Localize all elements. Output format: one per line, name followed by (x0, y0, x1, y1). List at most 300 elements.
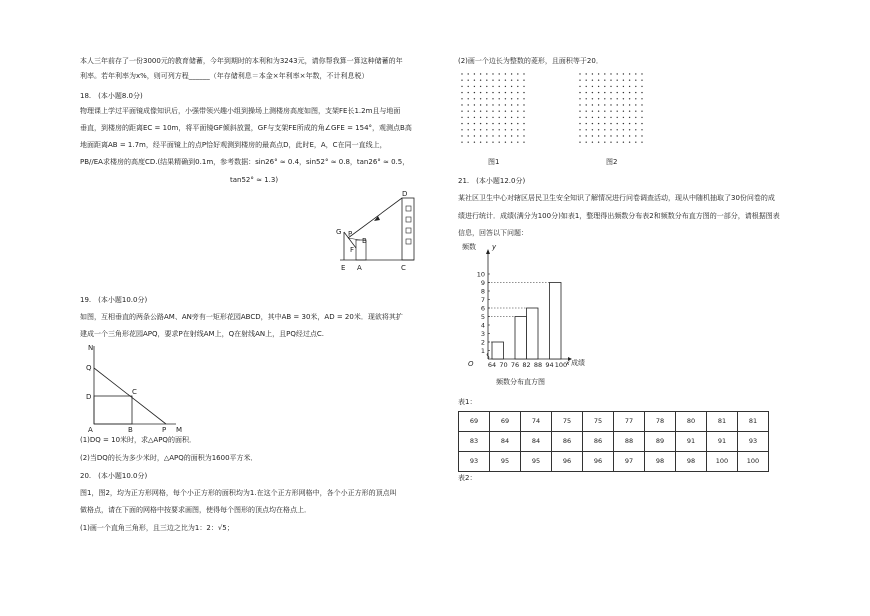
grid-point (617, 123, 618, 124)
window (406, 239, 411, 244)
grid-point (641, 142, 642, 143)
grid-point (641, 80, 642, 81)
histogram-bar (527, 308, 539, 359)
table-row (459, 452, 769, 472)
y-tick-label: 1 (480, 346, 485, 355)
grid-point (517, 80, 518, 81)
grid-point (517, 123, 518, 124)
grid-point (486, 86, 487, 87)
table-cell: 86 (552, 432, 583, 452)
grid-point (579, 142, 580, 143)
q20-sub-1: (1)画一个直角三角形，且三边之比为1：2：√5； (80, 524, 234, 532)
grid-point (592, 98, 593, 99)
sight-line-pd (348, 198, 402, 238)
grid-point (617, 98, 618, 99)
grid-point (517, 129, 518, 130)
grid-point (586, 123, 587, 124)
grid-point (623, 129, 624, 130)
grid-point (598, 86, 599, 87)
grid-point (499, 111, 500, 112)
grid-point (635, 98, 636, 99)
grid-point (492, 73, 493, 74)
grid-point (610, 104, 611, 105)
grid-point (505, 129, 506, 130)
label-m: M (176, 426, 183, 432)
q18-line-3: 地面距离AB = 1.7m，经平面镜上的点P恰好观测到楼房的最高点D，此时E，A，C在同一直线上， (80, 141, 387, 149)
grid-point (635, 111, 636, 112)
grid-point (523, 142, 524, 143)
grid-point (505, 123, 506, 124)
grid-point (461, 86, 462, 87)
grid-point (623, 104, 624, 105)
grid-point (610, 92, 611, 93)
table-cell: 98 (676, 452, 707, 472)
q19-sub-2: (2)当DQ的长为多少米时，△APQ的面积为1600平方米． (80, 454, 258, 462)
grid-point (474, 73, 475, 74)
grid-point (499, 104, 500, 105)
grid-point (586, 129, 587, 130)
grid-point (492, 80, 493, 81)
x-tick-label: 88 (533, 361, 543, 369)
grid-point (586, 92, 587, 93)
grid-point (586, 111, 587, 112)
grid-point (480, 92, 481, 93)
grid-point (635, 142, 636, 143)
grid-point (517, 135, 518, 136)
grid-point (598, 135, 599, 136)
building-cd (402, 198, 414, 260)
table-cell: 75 (583, 412, 614, 432)
table-cell: 93 (459, 452, 490, 472)
label-f: F (350, 246, 355, 254)
grid-point (486, 129, 487, 130)
grid-point (486, 123, 487, 124)
q18-line-1: 物理课上学过平面镜成像知识后，小强带领兴趣小组到操场上测楼房高度如图，支架FE长1.2m且与地面 (80, 107, 401, 115)
grid-point (592, 111, 593, 112)
grid-point (461, 111, 462, 112)
grid-point (610, 117, 611, 118)
grid-point (474, 117, 475, 118)
label-p: P (162, 426, 167, 432)
grid-point (511, 129, 512, 130)
grid-point (474, 123, 475, 124)
grid-point (461, 92, 462, 93)
histogram-bar (492, 342, 504, 359)
grid-point (635, 86, 636, 87)
x-tick-label: 70 (499, 361, 508, 369)
grid-point (617, 135, 618, 136)
grid-point (523, 73, 524, 74)
y-tick-label: 5 (480, 312, 485, 321)
grid-point (598, 73, 599, 74)
grid-point (511, 123, 512, 124)
grid-point (505, 117, 506, 118)
grid-point (499, 123, 500, 124)
grid-point (461, 123, 462, 124)
table-cell: 95 (490, 452, 521, 472)
table-cell: 84 (490, 432, 521, 452)
grid-point (480, 98, 481, 99)
grid-point (623, 117, 624, 118)
q18-line-4: PB//EA求楼房的高度CD.(结果精确到0.1m，参考数据：sin26° ≈ 0.4，sin52° ≈ 0.8，tan26° ≈ 0.5， (80, 158, 410, 166)
grid-point (579, 98, 580, 99)
grid-point (635, 135, 636, 136)
grid-point (499, 129, 500, 130)
grid-point (592, 142, 593, 143)
grid-point (592, 129, 593, 130)
grid-point (592, 123, 593, 124)
grid-point (623, 73, 624, 74)
grid-point (511, 135, 512, 136)
grid-point (586, 86, 587, 87)
table-cell: 91 (676, 432, 707, 452)
x-tick-label: 94 (545, 361, 554, 369)
grid-figure-1 (460, 72, 530, 156)
q18-header: 18. (本小题8.0分) (80, 92, 143, 100)
grid-point (486, 80, 487, 81)
label-d: D (86, 393, 92, 401)
label-b: B (362, 237, 367, 245)
grid-point (523, 123, 524, 124)
grid-point (523, 104, 524, 105)
window (406, 217, 411, 222)
label-d: D (402, 190, 408, 198)
table-cell: 78 (645, 412, 676, 432)
grid-point (586, 135, 587, 136)
grid-point (499, 80, 500, 81)
label-q: Q (86, 364, 92, 372)
grid-point (474, 111, 475, 112)
chart-title: 频数分布直方图 (496, 378, 545, 386)
y-tick-label: 3 (480, 329, 485, 338)
score-table (458, 411, 769, 472)
grid-point (623, 98, 624, 99)
grid-point (517, 111, 518, 112)
grid-point (598, 92, 599, 93)
grid-point (598, 98, 599, 99)
grid-point (604, 111, 605, 112)
grid-point (623, 142, 624, 143)
grid-point (474, 129, 475, 130)
y-tick-label: 10 (476, 270, 485, 279)
label-e: E (341, 264, 346, 272)
grid-point (461, 73, 462, 74)
grid-point (623, 111, 624, 112)
q19-header: 19. (本小题10.0分) (80, 296, 148, 304)
q18-line-2: 垂直，到楼房的距离EC = 10m，将平面镜GF倾斜放置，GF与支架FE所成的角∠GFE = 154°，观测点B高 (80, 124, 412, 132)
grid-point (511, 92, 512, 93)
grid-point (635, 80, 636, 81)
grid-point (474, 86, 475, 87)
q20-header: 20. (本小题10.0分) (80, 472, 148, 480)
table-cell: 93 (738, 432, 769, 452)
grid-point (604, 104, 605, 105)
grid-point (499, 142, 500, 143)
q19-sub-1: (1)DQ = 10米时，求△APQ的面积． (80, 436, 196, 444)
grid-point (461, 104, 462, 105)
grid-point (623, 86, 624, 87)
table-cell: 88 (614, 432, 645, 452)
grid-point (592, 92, 593, 93)
grid-point (468, 73, 469, 74)
grid-point (523, 86, 524, 87)
grid-point (579, 86, 580, 87)
grid-point (523, 80, 524, 81)
grid-point (517, 73, 518, 74)
grid-point (623, 92, 624, 93)
grid-point (461, 98, 462, 99)
grid-caption-2: 图2 (606, 158, 618, 166)
origin-label: O (468, 360, 474, 368)
grid-point (617, 86, 618, 87)
grid-point (468, 80, 469, 81)
intro-line-1: 本人三年前存了一份3000元的教育储蓄，今年到期时的本利和为3243元，请你帮我算一算这种储蓄的年 (80, 57, 403, 65)
grid-point (598, 111, 599, 112)
grid-point (586, 142, 587, 143)
grid-point (486, 111, 487, 112)
rectangle-abcd (94, 396, 132, 424)
grid-point (641, 98, 642, 99)
grid-point (505, 73, 506, 74)
table-cell: 97 (614, 452, 645, 472)
grid-point (499, 98, 500, 99)
grid-point (604, 129, 605, 130)
y-tick-label: 7 (480, 295, 485, 304)
table-row (459, 432, 769, 452)
grid-point (604, 135, 605, 136)
q18-figure (328, 188, 418, 278)
grid-point (505, 92, 506, 93)
grid-point (474, 80, 475, 81)
grid-point (579, 135, 580, 136)
table-cell: 86 (583, 432, 614, 452)
q19-line-2: 建成一个三角形花园APQ，要求P在射线AM上，Q在射线AN上，且PQ经过点C. (80, 330, 324, 338)
grid-point (579, 111, 580, 112)
grid-point (592, 73, 593, 74)
grid-point (468, 129, 469, 130)
grid-point (474, 104, 475, 105)
grid-point (604, 92, 605, 93)
y-axis-arrow (486, 249, 490, 254)
grid-point (586, 98, 587, 99)
grid-point (517, 142, 518, 143)
grid-point (480, 73, 481, 74)
grid-point (579, 123, 580, 124)
y-tick-label: 6 (480, 304, 485, 313)
grid-point (461, 135, 462, 136)
grid-point (486, 104, 487, 105)
grid-point (623, 80, 624, 81)
y-tick-label: 4 (480, 321, 485, 330)
grid-point (641, 117, 642, 118)
grid-point (486, 73, 487, 74)
grid-point (523, 98, 524, 99)
y-axis-label: 频数 (462, 243, 476, 251)
grid-point (511, 104, 512, 105)
grid-point (617, 129, 618, 130)
q21-line-1: 某社区卫生中心对辖区居民卫生安全知识了解情况进行问卷调查活动，现从中随机抽取了30份问卷的成 (458, 194, 775, 202)
grid-point (604, 80, 605, 81)
grid-point (486, 98, 487, 99)
grid-point (468, 111, 469, 112)
grid-point (468, 98, 469, 99)
grid-point (468, 86, 469, 87)
grid-point (505, 98, 506, 99)
grid-point (629, 142, 630, 143)
grid-caption-1: 图1 (488, 158, 500, 166)
grid-point (517, 92, 518, 93)
label-c: C (132, 388, 137, 396)
table-cell: 69 (490, 412, 521, 432)
grid-point (517, 117, 518, 118)
grid-point (641, 92, 642, 93)
grid-point (492, 135, 493, 136)
grid-point (486, 135, 487, 136)
x-axis-label: 成绩 (571, 359, 585, 367)
grid-point (604, 123, 605, 124)
grid-point (505, 135, 506, 136)
grid-point (598, 123, 599, 124)
q19-line-1: 如图，互相垂直的两条公路AM、AN旁有一矩形花园ABCD，其中AB = 30米，AD = 20米．现欲将其扩 (80, 313, 403, 321)
grid-point (617, 117, 618, 118)
grid-point (586, 73, 587, 74)
grid-point (468, 123, 469, 124)
grid-point (511, 98, 512, 99)
grid-point (641, 129, 642, 130)
y-tick-label: 8 (480, 287, 485, 296)
grid-point (480, 80, 481, 81)
histogram-chart (458, 238, 598, 388)
grid-point (641, 111, 642, 112)
grid-point (505, 111, 506, 112)
grid-point (486, 92, 487, 93)
grid-point (505, 142, 506, 143)
grid-point (480, 123, 481, 124)
grid-point (641, 104, 642, 105)
grid-point (468, 135, 469, 136)
grid-point (523, 135, 524, 136)
table-cell: 74 (521, 412, 552, 432)
grid-point (468, 104, 469, 105)
table-cell: 75 (552, 412, 583, 432)
grid-point (635, 123, 636, 124)
grid-point (604, 98, 605, 99)
grid-point (586, 80, 587, 81)
grid-point (480, 104, 481, 105)
grid-point (604, 142, 605, 143)
table1-label: 表1： (458, 398, 477, 406)
grid-point (517, 104, 518, 105)
q20-sub-2: (2)画一个边长为整数的菱形，且面积等于20． (458, 57, 603, 65)
grid-point (610, 142, 611, 143)
grid-point (523, 129, 524, 130)
label-a: A (357, 264, 362, 272)
grid-point (598, 117, 599, 118)
grid-point (592, 117, 593, 118)
grid-point (579, 92, 580, 93)
label-b: B (128, 426, 133, 432)
grid-point (629, 123, 630, 124)
grid-point (480, 117, 481, 118)
grid-point (586, 104, 587, 105)
label-c: C (401, 264, 406, 272)
table-cell: 83 (459, 432, 490, 452)
grid-point (492, 123, 493, 124)
grid-point (641, 73, 642, 74)
grid-point (492, 129, 493, 130)
grid-point (635, 129, 636, 130)
q21-line-3: 信息，回答以下问题： (458, 229, 528, 237)
grid-point (623, 135, 624, 136)
grid-point (499, 86, 500, 87)
grid-point (468, 92, 469, 93)
grid-point (492, 111, 493, 112)
grid-point (492, 117, 493, 118)
grid-point (604, 86, 605, 87)
grid-point (629, 92, 630, 93)
table-cell: 96 (583, 452, 614, 472)
q20-line-2: 做格点，请在下面的网格中按要求画图，使得每个图形的顶点均在格点上． (80, 506, 311, 514)
grid-point (629, 129, 630, 130)
grid-point (480, 142, 481, 143)
grid-point (579, 129, 580, 130)
grid-point (623, 123, 624, 124)
grid-point (468, 142, 469, 143)
grid-point (492, 86, 493, 87)
grid-point (592, 104, 593, 105)
grid-point (492, 104, 493, 105)
grid-point (499, 92, 500, 93)
intro-line-2: 利率。若年利率为x%，则可列方程______（年存储利息＝本金×年利率×年数，不计利息税） (80, 72, 369, 80)
grid-point (499, 73, 500, 74)
grid-point (629, 117, 630, 118)
grid-point (523, 117, 524, 118)
grid-point (592, 86, 593, 87)
grid-point (617, 80, 618, 81)
grid-point (480, 135, 481, 136)
x-tick-label: 76 (510, 361, 520, 369)
grid-point (617, 111, 618, 112)
grid-point (480, 129, 481, 130)
table-cell: 91 (707, 432, 738, 452)
grid-point (598, 129, 599, 130)
grid-point (610, 111, 611, 112)
grid-point (579, 104, 580, 105)
grid-point (635, 104, 636, 105)
label-a: A (88, 426, 93, 432)
x-tick-label: 82 (522, 361, 531, 369)
grid-point (598, 104, 599, 105)
grid-point (610, 129, 611, 130)
grid-point (610, 80, 611, 81)
table-cell: 96 (552, 452, 583, 472)
histogram-bar (550, 283, 562, 360)
grid-point (629, 73, 630, 74)
grid-point (461, 129, 462, 130)
grid-point (610, 86, 611, 87)
table-cell: 100 (707, 452, 738, 472)
grid-point (617, 104, 618, 105)
grid-point (511, 111, 512, 112)
table-cell: 84 (521, 432, 552, 452)
grid-point (610, 123, 611, 124)
grid-point (486, 117, 487, 118)
table-cell: 98 (645, 452, 676, 472)
table-cell: 80 (676, 412, 707, 432)
grid-point (610, 98, 611, 99)
grid-point (641, 123, 642, 124)
grid-point (492, 142, 493, 143)
